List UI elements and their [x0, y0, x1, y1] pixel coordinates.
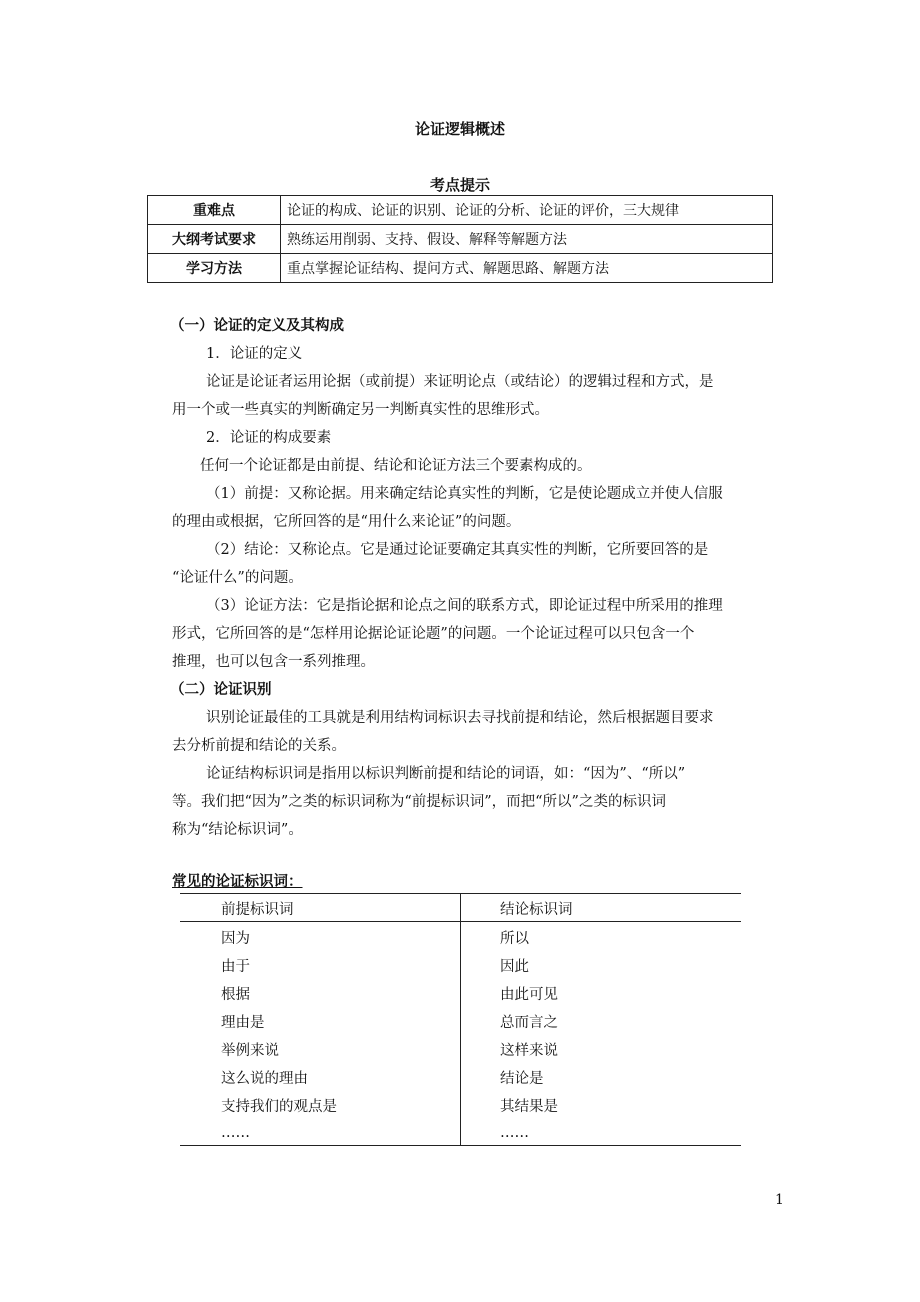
paragraph-line: “论证什么”的问题。: [172, 570, 303, 586]
header-premise: 前提标识词: [221, 902, 294, 918]
paragraph-line: 识别论证最佳的工具就是利用结构词标识去寻找前提和结论，然后根据题目要求: [206, 710, 714, 726]
markers-heading: 常见的论证标识词：: [172, 873, 303, 890]
paragraph-line: 形式，它所回答的是“怎样用论据论证论题”的问题。一个论证过程可以只包含一个: [172, 626, 695, 642]
tips-key: 大纲考试要求: [148, 225, 281, 254]
premise-marker: 理由是: [221, 1015, 265, 1031]
paragraph-line: （2）结论：又称论点。它是通过论证要确定其真实性的判断，它所要回答的是: [206, 542, 709, 558]
section-heading-1: （一）论证的定义及其构成: [170, 317, 344, 334]
tips-value: 论证的构成、论证的识别、论证的分析、论证的评价，三大规律: [281, 196, 773, 225]
paragraph-line: 任何一个论证都是由前提、结论和论证方法三个要素构成的。: [200, 458, 592, 474]
tips-key: 学习方法: [148, 254, 281, 283]
table-column-divider: [460, 893, 461, 1145]
conclusion-marker: 因此: [500, 959, 529, 975]
premise-marker: 根据: [221, 987, 250, 1003]
paragraph-line: 推理，也可以包含一系列推理。: [172, 654, 375, 670]
conclusion-marker: 这样来说: [500, 1043, 558, 1059]
premise-marker: 因为: [221, 931, 250, 947]
premise-marker: 这么说的理由: [221, 1071, 308, 1087]
conclusion-marker: 总而言之: [500, 1015, 558, 1031]
conclusion-marker: 所以: [500, 931, 529, 947]
tips-table: [147, 195, 773, 283]
paragraph-line: 的理由或根据，它所回答的是“用什么来论证”的问题。: [172, 514, 521, 530]
header-conclusion: 结论标识词: [500, 902, 573, 918]
paragraph-line: 称为“结论标识词”。: [172, 822, 303, 838]
premise-marker: 由于: [221, 959, 250, 975]
conclusion-marker: 其结果是: [500, 1099, 558, 1115]
conclusion-marker: ……: [500, 1125, 529, 1141]
subheading-elements: 2．论证的构成要素: [206, 430, 332, 446]
subheading-definition: 1．论证的定义: [206, 346, 303, 362]
conclusion-marker: 由此可见: [500, 987, 558, 1003]
tips-row: [148, 254, 773, 283]
tips-value: 重点掌握论证结构、提问方式、解题思路、解题方法: [281, 254, 773, 283]
premise-marker: ……: [221, 1125, 250, 1141]
document-title: 论证逻辑概述: [414, 120, 505, 138]
paragraph-line: 论证是论证者运用论据（或前提）来证明论点（或结论）的逻辑过程和方式，是: [206, 374, 714, 390]
paragraph-line: 等。我们把“因为”之类的标识词称为“前提标识词”，而把“所以”之类的标识词: [172, 794, 666, 810]
section-heading-2: （二）论证识别: [170, 681, 272, 698]
page-number: 1: [775, 1192, 784, 1208]
paragraph-line: 用一个或一些真实的判断确定另一判断真实性的思维形式。: [172, 402, 549, 418]
tips-row: [148, 225, 773, 254]
premise-marker: 举例来说: [221, 1043, 279, 1059]
tips-row: [148, 196, 773, 225]
premise-marker: 支持我们的观点是: [221, 1099, 337, 1115]
paragraph-line: 去分析前提和结论的关系。: [172, 738, 346, 754]
tips-value: 熟练运用削弱、支持、假设、解释等解题方法: [281, 225, 773, 254]
tips-key: 重难点: [148, 196, 281, 225]
paragraph-line: （3）论证方法：它是指论据和论点之间的联系方式，即论证过程中所采用的推理: [206, 598, 723, 614]
table-bottom-rule: [180, 1145, 741, 1146]
tips-heading: 考点提示: [429, 176, 490, 194]
paragraph-line: 论证结构标识词是指用以标识判断前提和结论的词语，如：“因为”、“所以”: [206, 766, 686, 782]
conclusion-marker: 结论是: [500, 1071, 544, 1087]
paragraph-line: （1）前提：又称论据。用来确定结论真实性的判断，它是使论题成立并使人信服: [206, 486, 723, 502]
